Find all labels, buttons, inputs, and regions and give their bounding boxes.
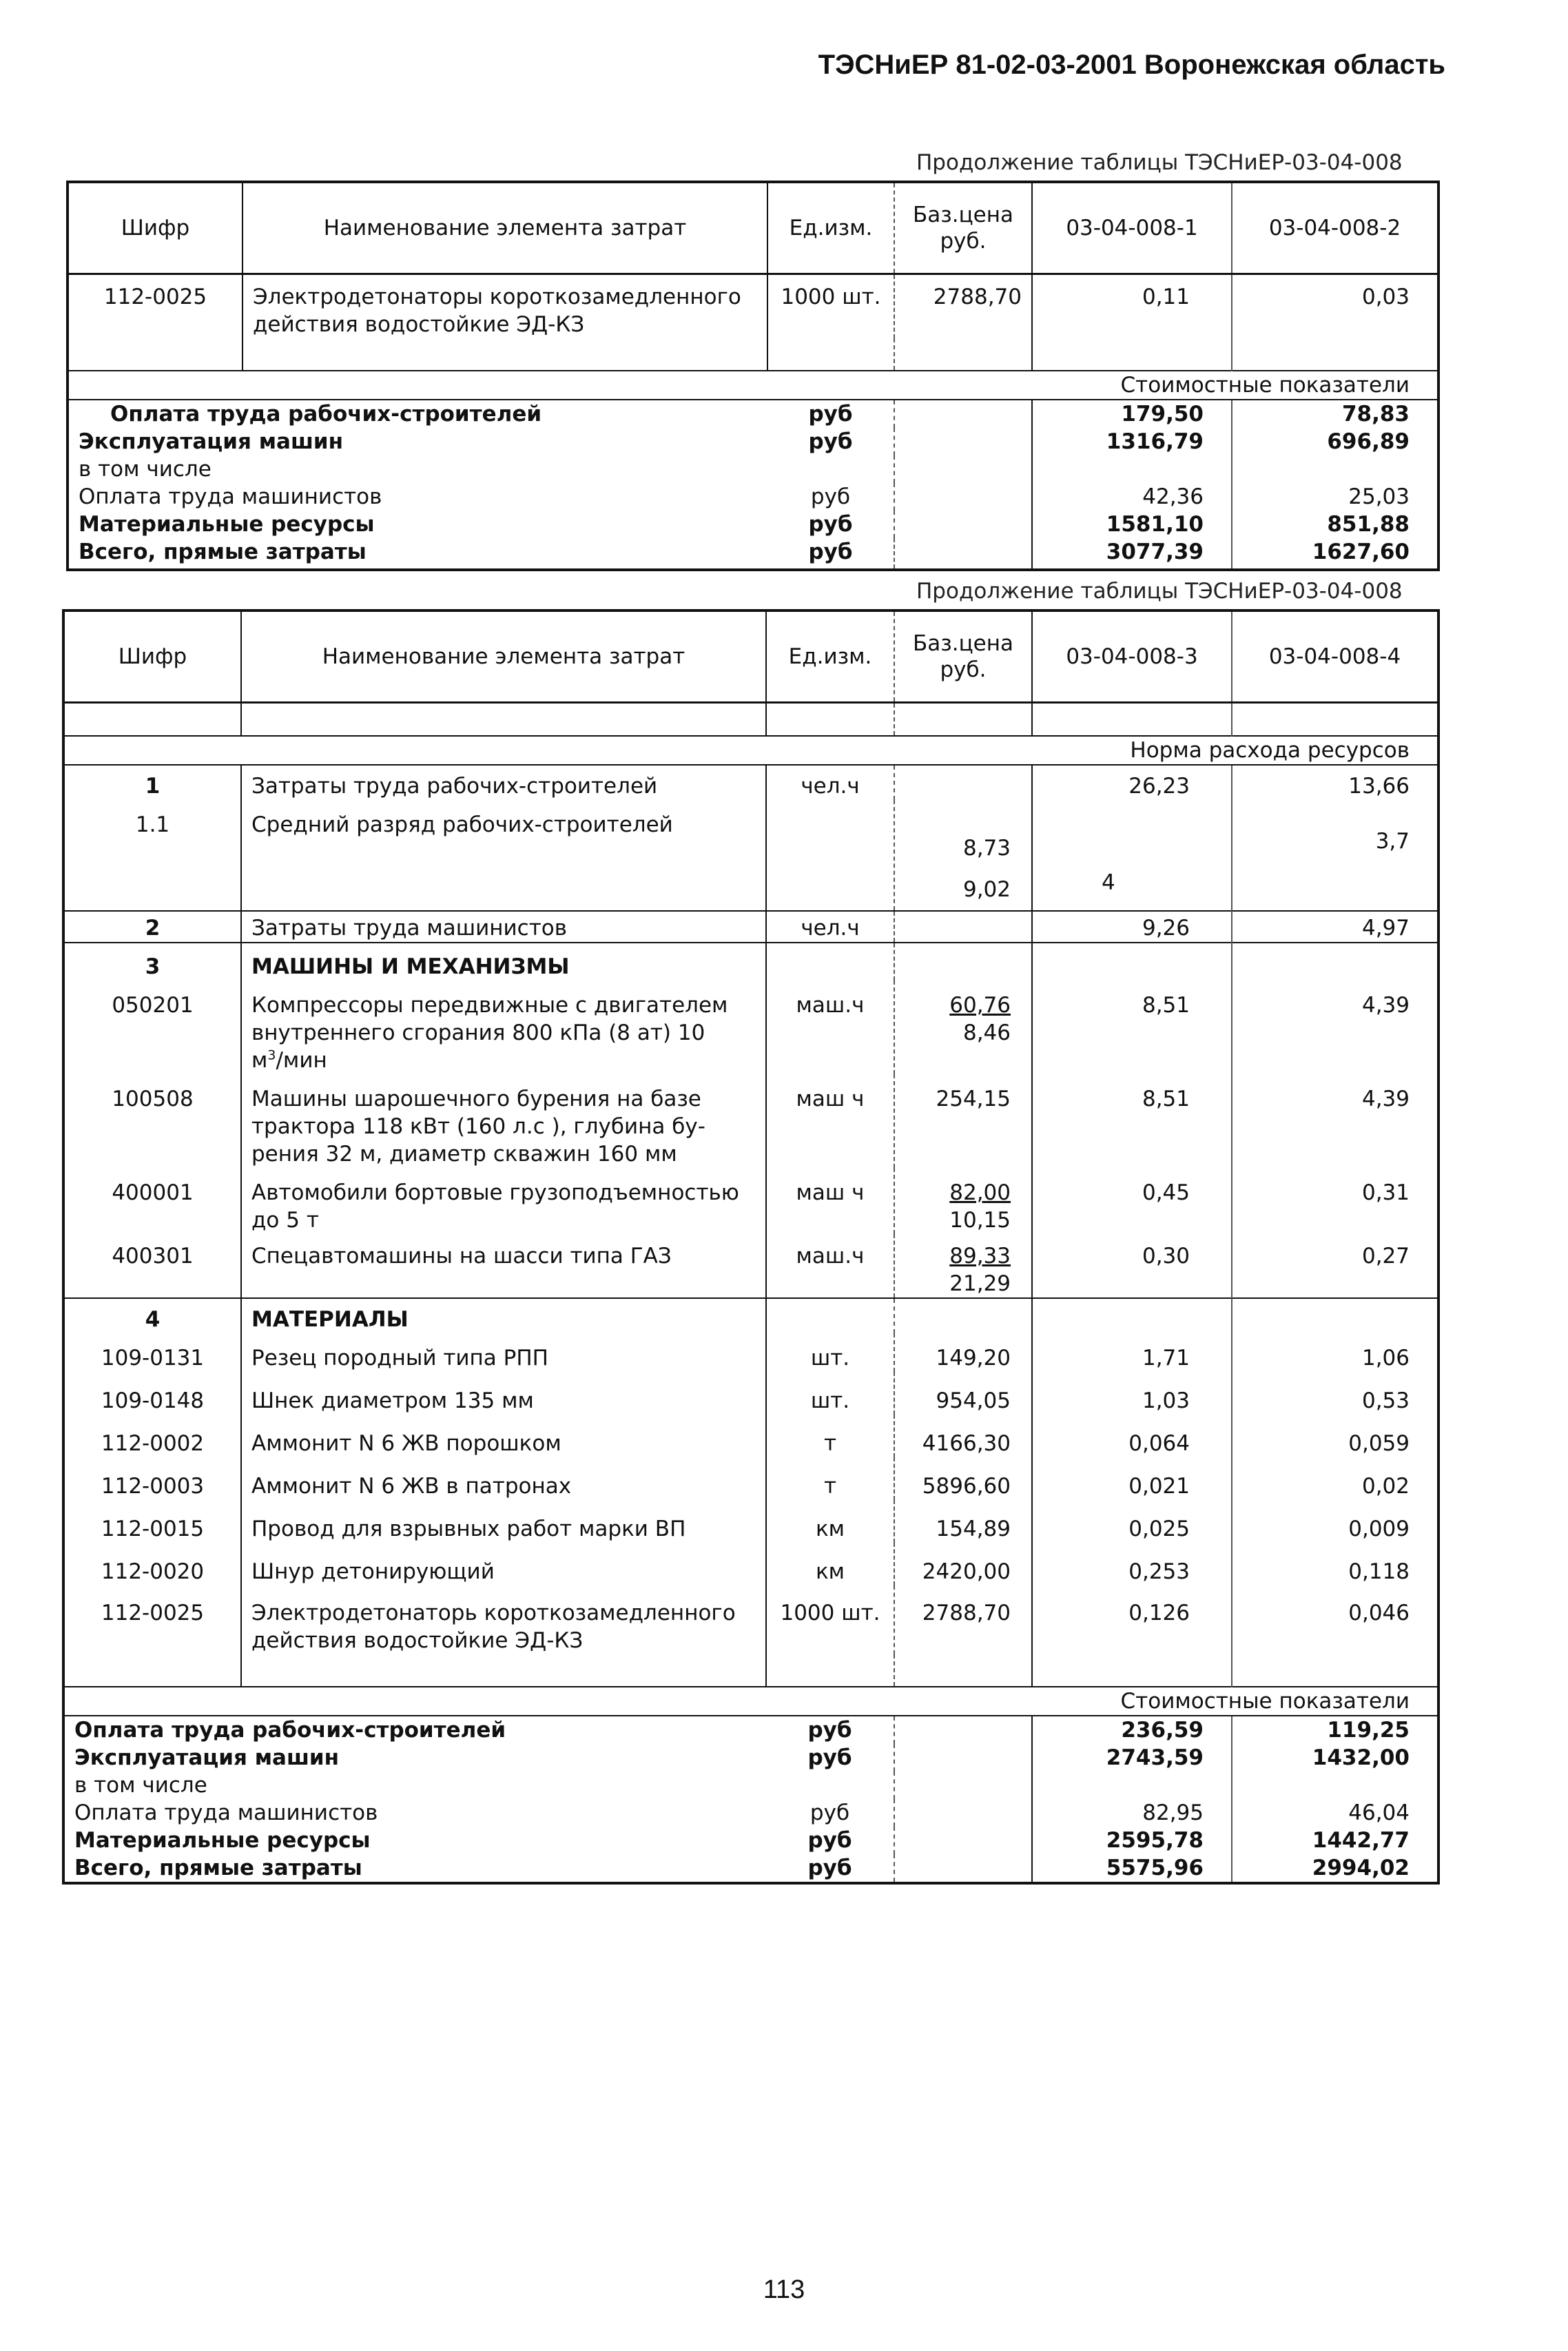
row-unit: шт.: [766, 1372, 894, 1415]
summary-value-a: 3077,39: [1032, 538, 1232, 570]
row-name: Затраты труда машинистов: [241, 911, 766, 943]
summary-value-a: 2595,78: [1032, 1827, 1232, 1854]
row-name: Электродетонаторь короткозамедленного действия водостойкие ЭД-КЗ: [241, 1585, 766, 1654]
row-name: Средний разряд рабочих-строителей: [241, 800, 766, 911]
row-value-b: 0,53: [1361, 1388, 1410, 1413]
summary-value-b: 1627,60: [1312, 540, 1410, 564]
col-header-b: 03-04-008-2: [1232, 182, 1438, 274]
summary-value-b: 119,25: [1327, 1718, 1410, 1743]
row-name: Аммонит N 6 ЖВ в патронах: [241, 1457, 766, 1500]
row-value-b: 4,97: [1361, 916, 1410, 941]
table-row: [63, 1234, 1438, 1298]
table-row: [63, 1168, 1438, 1234]
band-resource-norm: Норма расхода ресурсов: [63, 736, 1438, 765]
row-unit: 1000 шт.: [766, 1585, 894, 1654]
col-header-price: Баз.цена руб.: [894, 610, 1032, 703]
row-value-b: 4,39: [1361, 1087, 1410, 1111]
row-unit: маш.ч: [766, 981, 894, 1074]
table-row: [63, 1585, 1438, 1654]
table-row: [63, 1415, 1438, 1457]
summary-unit: руб: [767, 538, 894, 570]
row-value-a: 0,30: [1032, 1234, 1232, 1298]
summary-label: Оплата труда машинистов: [79, 484, 382, 509]
summary-unit: руб: [766, 1854, 894, 1883]
row-unit: т: [766, 1415, 894, 1457]
row-price: 254,15: [894, 1074, 1032, 1168]
row-value-b: 0,046: [1348, 1601, 1410, 1625]
row-price: 4166,30: [894, 1415, 1032, 1457]
row-unit: км: [766, 1543, 894, 1585]
summary-value-b: 2994,02: [1312, 1856, 1410, 1880]
summary-unit: руб: [766, 1827, 894, 1854]
col-header-a: 03-04-008-3: [1032, 610, 1232, 703]
row-code: 4: [63, 1298, 241, 1333]
row-value-b: 0,27: [1361, 1244, 1410, 1269]
row-name: Шнур детонирующий: [241, 1543, 766, 1585]
table-row: [68, 274, 1438, 339]
row-code: 400301: [63, 1234, 241, 1298]
row-value-a: 8,51: [1032, 981, 1232, 1074]
row-name: Провод для взрывных работ марки ВП: [241, 1500, 766, 1543]
summary-value-a: 1316,79: [1032, 428, 1232, 455]
row-value-a: 1,03: [1032, 1372, 1232, 1415]
summary-value-a: 179,50: [1032, 400, 1232, 428]
table-row: [63, 1457, 1438, 1500]
section-title: МАТЕРИАЛЫ: [241, 1298, 766, 1333]
summary-value-a: 236,59: [1032, 1716, 1232, 1744]
row-value-a: 26,23: [1032, 765, 1232, 800]
row-value-a: 8,51: [1032, 1074, 1232, 1168]
row-value-b: 4,39: [1361, 993, 1410, 1018]
row-value-b: 0,118: [1348, 1559, 1410, 1584]
row-value-a: 0,126: [1032, 1585, 1232, 1654]
summary-unit: руб: [766, 1744, 894, 1772]
table-row: [63, 1333, 1438, 1372]
row-price: 954,05: [894, 1372, 1032, 1415]
row-code: 112-0003: [63, 1457, 241, 1500]
row-code: 109-0148: [63, 1372, 241, 1415]
summary-unit: руб: [767, 400, 894, 428]
row-name: Машины шарошечного бурения на базе трактора 118 кВт (160 л.с ), глубина бу- рения 32 м, диаметр скважин 160 мм: [241, 1074, 766, 1168]
col-header-b: 03-04-008-4: [1232, 610, 1438, 703]
summary-label: Всего, прямые затраты: [74, 1856, 362, 1880]
row-price: 89,33 21,29: [894, 1234, 1032, 1298]
row-price: 82,00 10,15: [894, 1168, 1032, 1234]
summary-unit: руб: [767, 428, 894, 455]
summary-value-a: 1581,10: [1032, 511, 1232, 538]
row-value-a: 0,025: [1032, 1500, 1232, 1543]
row-price: 149,20: [894, 1333, 1032, 1372]
summary-label: Эксплуатация машин: [74, 1745, 340, 1770]
row-code: 3: [63, 943, 241, 981]
row-price: 60,76 8,46: [894, 981, 1032, 1074]
summary-value-a: 42,36: [1032, 483, 1232, 511]
summary-label: Материальные ресурсы: [79, 512, 375, 537]
table-row: [63, 1372, 1438, 1415]
summary-unit: руб: [767, 483, 894, 511]
summary-value-b: 46,04: [1348, 1800, 1410, 1825]
section-row-machines: [63, 943, 1438, 981]
table2-caption: Продолжение таблицы ТЭСНиЕР-03-04-008: [916, 579, 1403, 604]
row-unit: чел.ч: [766, 911, 894, 943]
col-header-unit: Ед.изм.: [766, 610, 894, 703]
summary-unit: руб: [767, 511, 894, 538]
col-header-code: Шифр: [63, 610, 241, 703]
summary-unit: руб: [766, 1799, 894, 1827]
summary-label: Оплата труда машинистов: [74, 1800, 378, 1825]
section-title: МАШИНЫ И МЕХАНИЗМЫ: [241, 943, 766, 981]
row-name: Компрессоры передвижные с двигателем внутреннего сгорания 800 кПа (8 ат) 10 $м^3$/мин: [241, 981, 766, 1074]
page-number: 113: [763, 2275, 805, 2304]
summary-value-a: 5575,96: [1032, 1854, 1232, 1883]
summary-value-b: 696,89: [1327, 429, 1410, 454]
row-value-b: 0,059: [1348, 1431, 1410, 1456]
summary-label: Материальные ресурсы: [74, 1828, 371, 1853]
row-value-a: 1,71: [1032, 1333, 1232, 1372]
row-unit: км: [766, 1500, 894, 1543]
summary-value-b: 851,88: [1327, 512, 1410, 537]
col-header-a: 03-04-008-1: [1032, 182, 1232, 274]
table-row: [63, 1074, 1438, 1168]
row-code: 050201: [63, 981, 241, 1074]
row-value-b: 0,03: [1361, 285, 1410, 309]
summary-label: Оплата труда рабочих-строителей: [74, 1718, 506, 1743]
table2: [62, 609, 1440, 1885]
row-name: Аммонит N 6 ЖВ порошком: [241, 1415, 766, 1457]
col-header-price: Баз.цена руб.: [894, 182, 1032, 274]
summary-unit: руб: [766, 1716, 894, 1744]
summary-value-a: 2743,59: [1032, 1744, 1232, 1772]
table-row: [63, 1500, 1438, 1543]
col-header-name: Наименование элемента затрат: [241, 610, 766, 703]
row-unit: маш.ч: [766, 1234, 894, 1298]
summary-label: Оплата труда рабочих-строителей: [110, 402, 542, 427]
row-price: 5896,60: [894, 1457, 1032, 1500]
summary-value-a: 82,95: [1032, 1799, 1232, 1827]
row-price: 8,73 9,02: [894, 800, 1032, 911]
table1-caption: Продолжение таблицы ТЭСНиЕР-03-04-008: [916, 150, 1403, 175]
document-header-title: ТЭСНиЕР 81-02-03-2001 Воронежская область: [818, 50, 1445, 80]
table-row: [63, 911, 1438, 943]
band-cost-indicators: Стоимостные показатели: [68, 371, 1438, 400]
row-value-b: 0,009: [1348, 1517, 1410, 1541]
row-code: 112-0002: [63, 1415, 241, 1457]
row-value-a: 0,45: [1032, 1168, 1232, 1234]
summary-label: в том числе: [79, 457, 212, 482]
row-unit: чел.ч: [766, 765, 894, 800]
row-price: 2788,70: [894, 274, 1032, 339]
summary-value-b: 25,03: [1348, 484, 1410, 509]
table-row: [63, 981, 1438, 1074]
table1: [66, 181, 1440, 571]
summary-value-b: 1432,00: [1312, 1745, 1410, 1770]
row-price: 2788,70: [894, 1585, 1032, 1654]
summary-value-b: 78,83: [1341, 402, 1410, 427]
row-value-b: 1,06: [1361, 1346, 1410, 1370]
row-name: Электродетонаторы короткозамедленного действия водостойкие ЭД-КЗ: [243, 274, 767, 339]
table-row: [63, 1543, 1438, 1585]
row-code: 112-0025: [68, 274, 243, 339]
row-name: Затраты труда рабочих-строителей: [241, 765, 766, 800]
row-code: 1: [63, 765, 241, 800]
row-name: Спецавтомашины на шасси типа ГАЗ: [241, 1234, 766, 1298]
row-code: 1.1: [63, 800, 241, 911]
row-code: 100508: [63, 1074, 241, 1168]
row-unit: шт.: [766, 1333, 894, 1372]
row-value-b: 13,66: [1348, 774, 1410, 799]
row-code: 109-0131: [63, 1333, 241, 1372]
summary-value-b: 1442,77: [1312, 1828, 1410, 1853]
row-unit: маш ч: [766, 1074, 894, 1168]
row-code: 112-0020: [63, 1543, 241, 1585]
band-cost-indicators: Стоимостные показатели: [63, 1687, 1438, 1716]
row-value-a: 0,064: [1032, 1415, 1232, 1457]
table-row: [63, 800, 1438, 911]
row-value-b: 0,02: [1361, 1474, 1410, 1499]
col-header-name: Наименование элемента затрат: [243, 182, 767, 274]
row-name: Автомобили бортовые грузоподъемностью до 5 т: [241, 1168, 766, 1234]
row-value-b: 3,7: [1375, 829, 1410, 854]
row-price: 2420,00: [894, 1543, 1032, 1585]
row-value-a: 0,021: [1032, 1457, 1232, 1500]
row-unit: 1000 шт.: [767, 274, 894, 339]
row-unit: т: [766, 1457, 894, 1500]
row-value-a: 0,253: [1032, 1543, 1232, 1585]
row-name: Резец породный типа РПП: [241, 1333, 766, 1372]
row-value-a: 9,26: [1032, 911, 1232, 943]
row-price: 154,89: [894, 1500, 1032, 1543]
col-header-unit: Ед.изм.: [767, 182, 894, 274]
table1-header-row: [68, 182, 1438, 274]
table-row: [63, 765, 1438, 800]
summary-label: Эксплуатация машин: [79, 429, 344, 454]
row-value-b: 0,31: [1361, 1180, 1410, 1205]
row-code: 2: [63, 911, 241, 943]
row-value-a: 0,11: [1032, 274, 1232, 339]
row-code: 112-0025: [63, 1585, 241, 1654]
row-value-a: 4: [1032, 800, 1232, 911]
table2-header-row: [63, 610, 1438, 703]
row-name: Шнек диаметром 135 мм: [241, 1372, 766, 1415]
row-code: 112-0015: [63, 1500, 241, 1543]
row-code: 400001: [63, 1168, 241, 1234]
section-row-materials: [63, 1298, 1438, 1333]
col-header-code: Шифр: [68, 182, 243, 274]
summary-label: Всего, прямые затраты: [79, 540, 367, 564]
summary-label: в том числе: [74, 1773, 207, 1798]
row-unit: маш ч: [766, 1168, 894, 1234]
